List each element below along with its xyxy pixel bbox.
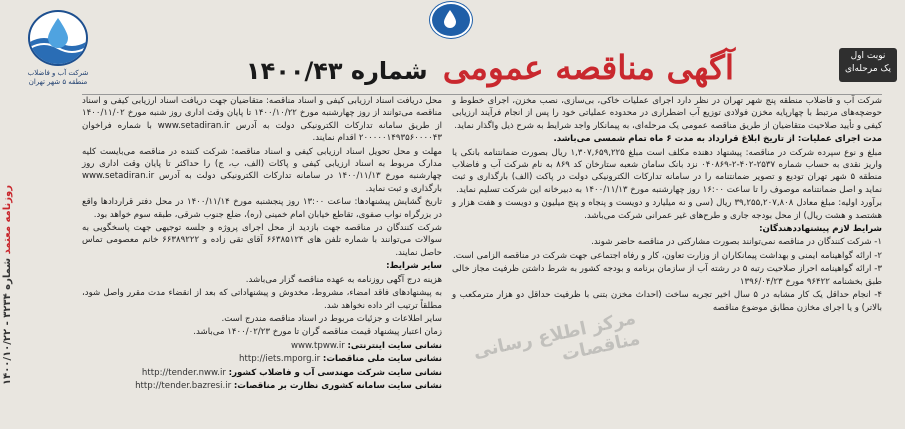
watermark-text: مرکز اطلاع رسانی مناقصات: [471, 307, 642, 366]
logo-caption-line2: منطقه ۵ شهر تهران: [28, 78, 88, 86]
left-column: [82, 95, 442, 393]
company-logo: [18, 10, 98, 98]
requirement-item: ۳- ارائه گواهینامه احراز صلاحیت رتبه ۵ در رشته آب از سازمان برنامه و بودجه کشور به شرط داشتن ظرفیت مجاز خالی طبق بخشنامه ۹۶۴۲۲ مورخ ۱۳۹۶/۰۴/۲۳: [452, 264, 882, 287]
round-tag-line1: نوبت اول: [850, 51, 886, 61]
opening-paragraph: تاریخ گشایش پیشنهادها: ساعت ۱۳:۰۰ روز پنجشنبه مورخ ۱۴۰۰/۱۱/۱۴ در محل دفتر قراردادها واقع در بزرگراه نواب صفوی، تقاطع خیابان امام خمینی (ره)، ضلع جنوب شرقی، طبقه سوم خواهد بود.: [82, 197, 442, 220]
requirements-heading: شرایط لازم پیشنهاددهندگان:: [759, 224, 882, 235]
newspaper-name: روزنامه معتمد: [2, 185, 13, 255]
website-label: نشانی سایت سامانه کشوری نظارت بر مناقصات:: [233, 380, 442, 391]
announcement-title: [200, 48, 780, 92]
website-link[interactable]: http://iets.mporg.ir: [239, 354, 321, 365]
estimate-paragraph: برآورد اولیه: مبلغ معادل ۳۹,۲۵۵,۲۰۷,۸۰۸ ریال (سی و نه میلیارد و دویست و پنجاه و پنج میلیون و دویست و هفت هزار و هشتصد و هشت ریال) از محل بودجه جاری و طرح‌های غیر عمرانی شرکت می‌باشد.: [452, 198, 882, 221]
water-drop-badge: [430, 2, 472, 38]
logo-caption: [18, 69, 98, 87]
condition-item: هزینه درج آگهی روزنامه به عهده مناقصه گزار می‌باشد.: [245, 274, 442, 285]
website-label: نشانی سایت اینترنتی:: [347, 340, 442, 351]
logo-caption-line1: شرکت آب و فاضلاب: [27, 69, 89, 77]
website-label: نشانی سایت شرکت مهندسی آب و فاضلاب کشور:: [228, 367, 442, 378]
condition-item: سایر اطلاعات و جزئیات مربوط در اسناد مناقصه مندرج است.: [221, 313, 442, 324]
requirement-item: ۲- ارائه گواهینامه ایمنی و بهداشت پیمانکاران از وزارت تعاون، کار و رفاه اجتماعی جهت شرکت در مناقصه الزامی است.: [453, 250, 882, 261]
website-row: [82, 353, 442, 365]
newspaper-strip: [2, 150, 18, 420]
condition-item: زمان اعتبار پیشنهاد قیمت مناقصه گران تا مورخ ۱۴۰۰/۰۲/۲۳ می‌باشد.: [193, 327, 442, 338]
other-conditions-heading: سایر شرایط:: [386, 261, 442, 272]
duration-paragraph: مدت اجرای عملیات: از تاریخ ابلاغ قرارداد به مدت ۶ ماه تمام شمسی می‌باشد.: [553, 134, 882, 145]
website-link[interactable]: www.tpww.ir: [290, 340, 345, 351]
deadline-paragraph: مهلت و محل تحویل اسناد ارزیابی کیفی و اسناد مناقصه: شرکت کننده در مناقصه می‌بایست کلیه مدارک مربوط به اسناد ارزیابی کیفی و پاکات (الف، ب، ج) را حداکثر تا پایان وقت اداری روز چهارشنبه مورخ ۱۴۰۰/۱۱/۱۳ در سامانه تدارکات الکترونیکی دولت به آدرس www.setadiran.ir بارگذاری و ثبت نماید.: [82, 146, 442, 194]
website-row: [82, 380, 442, 392]
website-row: [82, 340, 442, 352]
website-row: [82, 367, 442, 379]
website-list: [82, 340, 442, 393]
contact-paragraph: شرکت کنندگان در مناقصه جهت بازدید از محل اجرای پروژه و جلسه توجیهی جهت پاسخگویی به سوالات می‌توانند با شماره تلفن های ۶۶۳۸۵۱۲۴ آقای تقی زاده و ۶۶۳۸۹۲۲۲ خانم معصومی تماس حاصل نمایند.: [82, 223, 443, 258]
condition-item: به پیشنهادهای فاقد امضاء، مشروط، مخدوش و پیشنهاداتی که بعد از انقضاء مدت مقرر واصل شود، مطلقاً ترتیب اثر داده نخواهد شد.: [82, 288, 442, 311]
logo-emblem-icon: [28, 10, 88, 66]
title-text: آگهی مناقصه عمومی: [442, 48, 735, 87]
deposit-paragraph: مبلغ و نوع سپرده شرکت در مناقصه: پیشنهاد دهنده مکلف است مبلغ ۱,۳۰۷,۶۵۹,۲۲۵ ریال بصورت ضمانتنامه بانکی یا واریز نقدی به حساب شماره ۲۵۳۷-۴۰۲-۲-۰۴۰۸۶۹ نزد بانک سامان شعبه ستارخان کد ۸۶۹ به نام شرکت آب و فاضلاب منطقه ۵ شهر تهران تودیع و تصویر ضمانتنامه را در سامانه تدارکات الکترونیکی دولت در پاکت (الف) بارگذاری و ثبت نماید و اصل ضمانتنامه موصوف را تا ساعت ۱۶:۰۰ روز چهارشنبه مورخ ۱۴۰۰/۱۱/۱۳ به دبیرخانه این شرکت تسلیم نماید.: [452, 147, 882, 195]
website-label: نشانی سایت ملی مناقصات:: [322, 354, 442, 365]
documents-paragraph: محل دریافت اسناد ارزیابی کیفی و اسناد مناقصه: متقاضیان جهت دریافت اسناد ارزیابی کیفی و اسناد مناقصه می‌توانند از روز چهارشنبه مورخ ۱۴۰۰/۱۰/۲۲ تا پایان وقت اداری روز شنبه مورخ ۱۴۰۰/۱۱/۰۲ از طریق سامانه تدارکات الکترونیکی دولت به آدرس www.setadiran.ir با شماره فراخوان ۲۰۰۰۰۰۱۴۹۳۵۶۰۰۰۰۴۳ اقدام نمایند.: [82, 96, 442, 144]
website-link[interactable]: http://tender.bazresi.ir: [135, 380, 232, 391]
water-drop-icon: [443, 9, 457, 29]
website-link[interactable]: http://tender.nww.ir: [141, 367, 226, 378]
issue-info: شماره ۳۲۳۴ - ۱۴۰۰/۱۰/۲۲: [2, 257, 13, 385]
tender-number: شماره ۱۴۰۰/۴۳: [245, 57, 428, 85]
round-tag: [839, 48, 897, 82]
right-column: [452, 95, 882, 315]
round-tag-line2: یک مرحله‌ای: [844, 64, 892, 74]
intro-paragraph: شرکت آب و فاضلاب منطقه پنج شهر تهران در نظر دارد اجرای عملیات خاکی، بی‌سازی، نصب مخزن، اجرای خطوط و حوضچه‌های مرتبط با چهارپایه مخزن فولادی توزیع آب اضطراری در محدوده عملیاتی خود را پس از انجام فرآیند ارزیابی کیفی و تأیید صلاحیت متقاضیان از طریق مناقصه عمومی یک مرحله‌ای، به پیمانکار واجد شرایط به شرح ذیل واگذار نماید.: [452, 96, 882, 131]
requirement-item: ۴- انجام حداقل یک کار مشابه در ۵ سال اخیر تجربه ساخت (احداث مخزن بتنی با ظرفیت حداقل دو هزار مترمکعب و بالاتر) و یا اجرای مخازن مطابق موضوع مناقصه: [452, 290, 883, 313]
requirement-item: ۱- شرکت کنندگان در مناقصه نمی‌توانند بصورت مشارکتی در مناقصه حاضر شوند.: [591, 237, 882, 248]
